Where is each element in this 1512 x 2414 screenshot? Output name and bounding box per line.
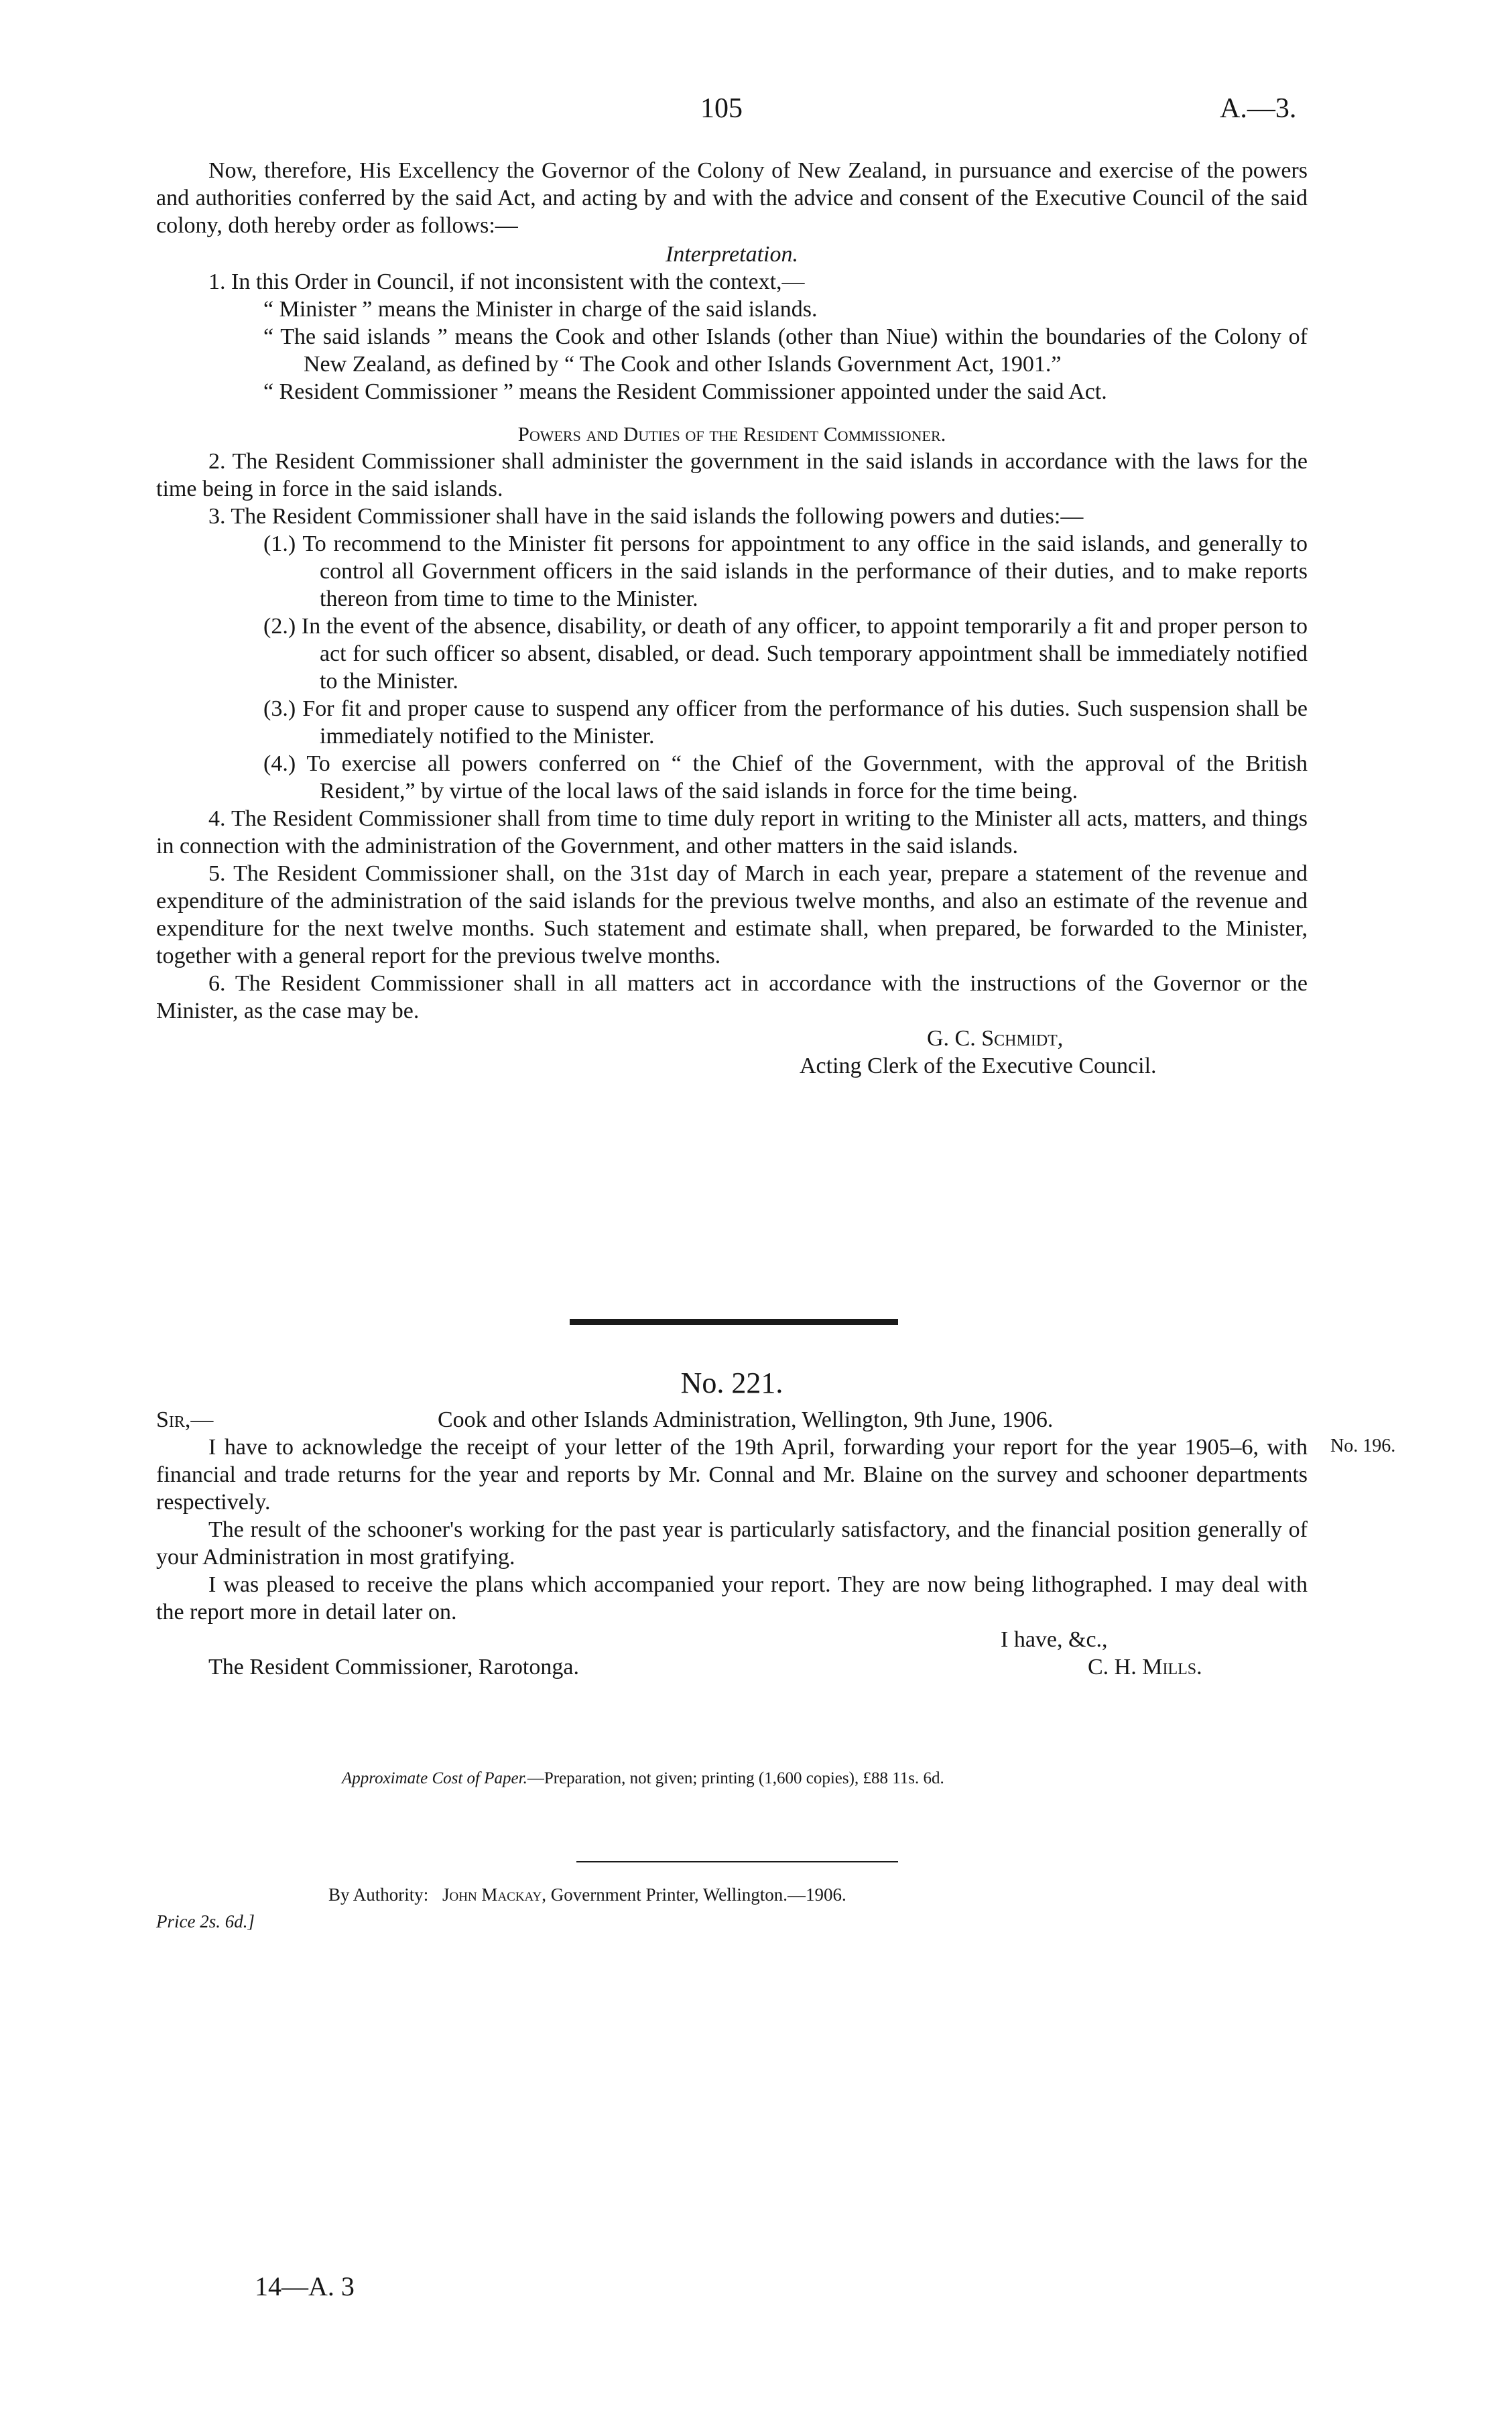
powers-heading: Powers and Duties of the Resident Commissioner. bbox=[517, 422, 946, 446]
preamble-paragraph: Now, therefore, His Excellency the Governor of the Colony of New Zealand, in pursuance and exercise of the powers and authorities conferred by the said Act, and acting by and with the advice and consent of the Executive Council of the said colony, doth hereby order as follows:— bbox=[156, 158, 1308, 238]
clause-3-item-3: (3.) For fit and proper cause to suspend any officer from the performance of his duties. Such suspension shall be immediately notified to the Minister. bbox=[263, 696, 1308, 749]
paper-reference: A.—3. bbox=[1220, 93, 1297, 124]
interpretation-heading: Interpretation. bbox=[666, 242, 798, 267]
definition-said-islands: “ The said islands ” means the Cook and other Islands (other than Niue) within the boundaries of the Colony of New Zealand, as defined by “ The Cook and other Islands Government Act, 1901.” bbox=[263, 324, 1308, 377]
dateline: Cook and other Islands Administration, Wellington, 9th June, 1906. bbox=[438, 1407, 1054, 1432]
signatory-title: Acting Clerk of the Executive Council. bbox=[800, 1054, 1157, 1078]
price: Price 2s. 6d.] bbox=[156, 1911, 255, 1931]
imprint-line bbox=[328, 1885, 846, 1905]
clause-3-list bbox=[156, 530, 1308, 805]
imprint-printer: John Mackay, bbox=[442, 1885, 547, 1905]
clause-6: 6. The Resident Commissioner shall in all matters act in accordance with the instructions of the Governor or the Minister, as the case may be. bbox=[156, 971, 1308, 1023]
addressee: The Resident Commissioner, Rarotonga. bbox=[208, 1655, 579, 1679]
cost-label: Approximate Cost of Paper. bbox=[342, 1769, 527, 1787]
letter-body bbox=[156, 1406, 1308, 1681]
clause-3-item-2: (2.) In the event of the absence, disability, or death of any officer, to appoint temporarily a fit and proper person to act for such officer so absent, disabled, or dead. Such temporary appointment shall be immediately notified to the Minister. bbox=[263, 614, 1308, 694]
definition-minister: “ Minister ” means the Minister in charge of the said islands. bbox=[263, 297, 818, 322]
definition-resident-commissioner: “ Resident Commissioner ” means the Resident Commissioner appointed under the said Act. bbox=[263, 379, 1107, 404]
closing: I have, &c., bbox=[1001, 1627, 1108, 1652]
letter-paragraph-3: I was pleased to receive the plans which accompanied your report. They are now being lithographed. I may deal with the report more in detail later on. bbox=[156, 1572, 1308, 1625]
clause-4: 4. The Resident Commissioner shall from time to time duly report in writing to the Minister all acts, matters, and things in connection with the administration of the Government, and other matters in the said islands. bbox=[156, 806, 1308, 859]
order-body bbox=[156, 157, 1308, 1080]
section-divider bbox=[570, 1319, 898, 1325]
letter-signatory: C. H. Mills. bbox=[1088, 1655, 1202, 1679]
letter-signature-line bbox=[156, 1653, 1308, 1681]
clause-2: 2. The Resident Commissioner shall administer the government in the said islands in accordance with the laws for the time being in force in the said islands. bbox=[156, 449, 1308, 501]
imprint-divider bbox=[576, 1861, 898, 1862]
cost-text: —Preparation, not given; printing (1,600 copies), £88 11s. 6d. bbox=[527, 1769, 944, 1787]
signature-mark: 14—A. 3 bbox=[255, 2271, 355, 2301]
clause-3-item-4: (4.) To exercise all powers conferred on “ the Chief of the Government, with the approval of the British Resident,” by virtue of the local laws of the said islands in force for the time being. bbox=[263, 751, 1308, 804]
margin-reference: No. 196. bbox=[1330, 1436, 1396, 1456]
clause-1-intro: 1. In this Order in Council, if not inconsistent with the context,— bbox=[208, 269, 805, 294]
clause-3-item-1: (1.) To recommend to the Minister fit persons for appointment to any office in the said islands, and generally to control all Government officers in the said islands in the performance of their duties, and to make reports thereon from time to time to the Minister. bbox=[263, 531, 1308, 611]
imprint-rest: Government Printer, Wellington.—1906. bbox=[550, 1885, 846, 1905]
page-number: 105 bbox=[700, 93, 743, 124]
clause-5: 5. The Resident Commissioner shall, on the 31st day of March in each year, prepare a statement of the revenue and expenditure of the administration of the said islands for the previous twelve months, and also an estimate of the revenue and expenditure for the next twelve months. Such statement and estimate shall, when prepared, be forwarded to the Minister, together with a general report for the previous twelve months. bbox=[156, 861, 1308, 968]
letter-paragraph-1: I have to acknowledge the receipt of your letter of the 19th April, forwarding your report for the year 1905–6, with financial and trade returns for the year and reports by Mr. Connal and Mr. Blaine on the survey and schooner departments respectively. bbox=[156, 1435, 1308, 1515]
clause-3-intro: 3. The Resident Commissioner shall have in the said islands the following powers and duties:— bbox=[208, 504, 1084, 529]
definitions-list bbox=[156, 296, 1308, 405]
letter-heading-line bbox=[156, 1406, 1308, 1434]
letter-paragraph-2: The result of the schooner's working for the past year is particularly satisfactory, and the financial position generally of your Administration in most gratifying. bbox=[156, 1517, 1308, 1570]
salutation: Sir,— bbox=[156, 1407, 214, 1432]
signatory-name: G. C. Schmidt, bbox=[927, 1026, 1064, 1051]
imprint-prefix: By Authority: bbox=[328, 1885, 429, 1905]
cost-note bbox=[342, 1769, 944, 1788]
letter-number: No. 221. bbox=[680, 1367, 783, 1399]
